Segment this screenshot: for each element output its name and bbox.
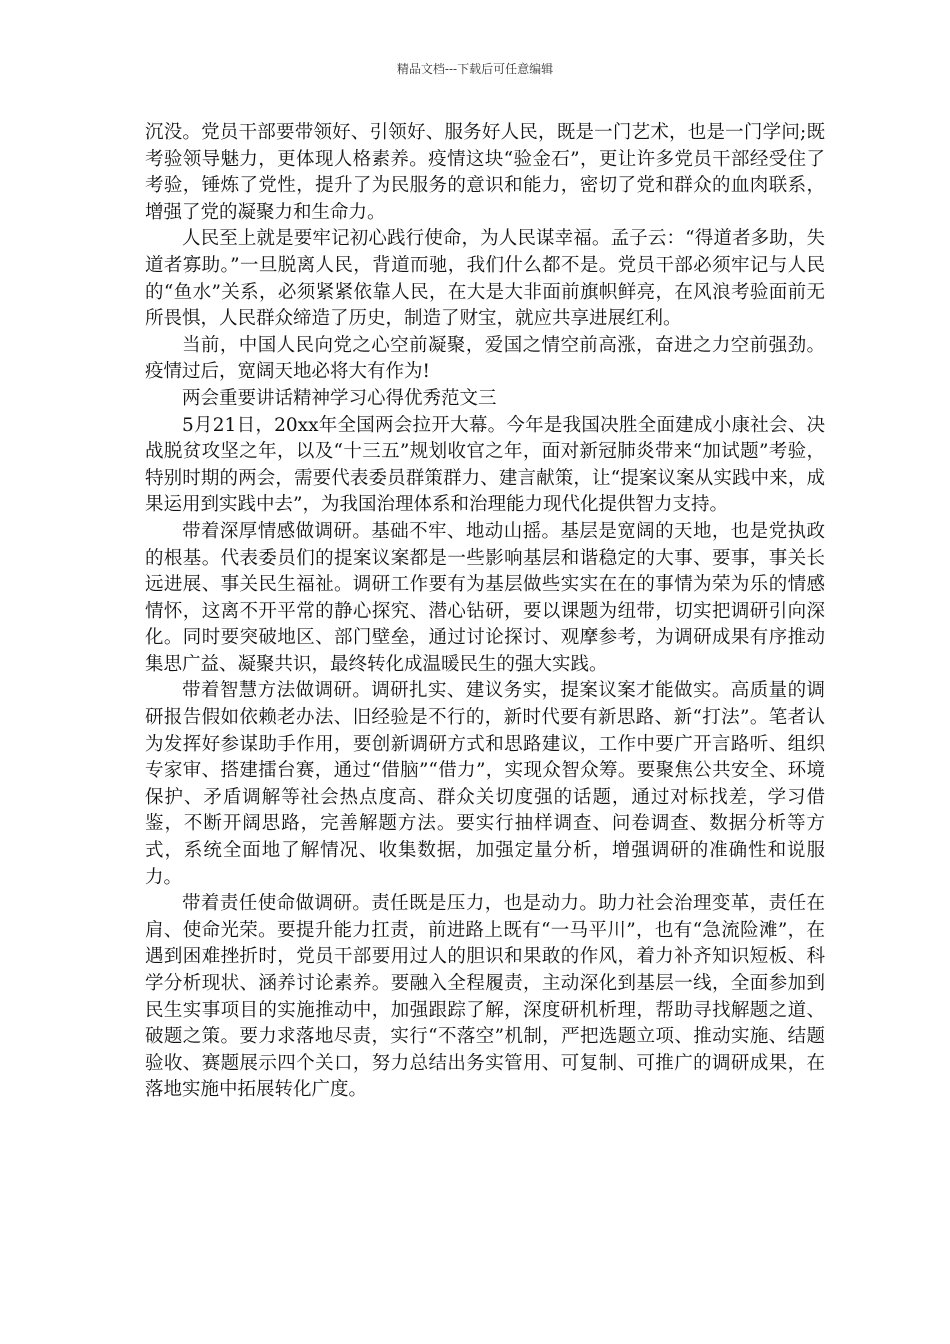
paragraph: 带着深厚情感做调研。基础不牢、地动山摇。基层是宽阔的天地，也是党执政的根基。代表委员们的提案议案都是一些影响基层和谐稳定的大事、要事，事关长远进展、事关民生福祉。调研工作要有为基层做些实实在在的事情为荣为乐的情感情怀，这离不开平常的静心探究、潜心钻研，要以课题为纽带，切实把调研引向深化。同时要突破地区、部门壁垒，通过讨论探讨、观摩参考，为调研成果有序推动集思广益、凝聚共识，最终转化成温暖民生的强大实践。 (145, 520, 825, 675)
section-heading: 两会重要讲话精神学习心得优秀范文三 (182, 387, 497, 409)
document-body (145, 120, 825, 1104)
paragraph: 沉没。党员干部要带领好、引领好、服务好人民，既是一门艺术，也是一门学问;既考验领导魅力，更体现人格素养。疫情这块“验金石”，更让许多党员干部经受住了考验，锤炼了党性，提升了为民服务的意识和能力，密切了党和群众的血肉联系，增强了党的凝聚力和生命力。 (145, 122, 825, 223)
page-header: 精品文档---下载后可任意编辑 (396, 62, 554, 76)
paragraph: 带着责任使命做调研。责任既是压力，也是动力。助力社会治理变革，责任在肩、使命光荣。要提升能力扛责，前进路上既有“一马平川”，也有“急流险滩”，在遇到困难挫折时，党员干部要用过人的胆识和果敢的作风，着力补齐知识短板、科学分析现状、涵养讨论素养。要融入全程履责，主动深化到基层一线，全面参加到民生实事项目的实施推动中，加强跟踪了解，深度研机析理，帮助寻找解题之道、破题之策。要力求落地尽责，实行“不落空”机制，严把选题立项、推动实施、结题验收、赛题展示四个关口，努力总结出务实管用、可复制、可推广的调研成果，在落地实施中拓展转化广度。 (145, 893, 825, 1101)
paragraph: 当前，中国人民向党之心空前凝聚，爱国之情空前高涨，奋进之力空前强劲。疫情过后，宽阔天地必将大有作为! (145, 334, 825, 383)
paragraph: 5月21日，20xx年全国两会拉开大幕。今年是我国决胜全面建成小康社会、决战脱贫攻坚之年，以及“十三五”规划收官之年，面对新冠肺炎带来“加试题”考验，特别时期的两会，需要代表委员群策群力、建言献策，让“提案议案从实践中来，成果运用到实践中去”，为我国治理体系和治理能力现代化提供智力支持。 (145, 414, 825, 516)
paragraph: 带着智慧方法做调研。调研扎实、建议务实，提案议案才能做实。高质量的调研报告假如依赖老办法、旧经验是不行的，新时代要有新思路、新“打法”。笔者认为发挥好参谋助手作用，要创新调研方式和思路建议，工作中要广开言路听、组织专家审、搭建擂台赛，通过“借脑”“借力”，实现众智众筹。要聚焦公共安全、环境保护、矛盾调解等社会热点度高、群众关切度强的话题，通过对标找差，学习借鉴，不断开阔思路，完善解题方法。要实行抽样调查、问卷调查、数据分析等方式，系统全面地了解情况、收集数据，加强定量分析，增强调研的准确性和说服力。 (145, 680, 825, 888)
paragraph: 人民至上就是要牢记初心践行使命，为人民谋幸福。孟子云：“得道者多助，失道者寡助。”一旦脱离人民，背道而驰，我们什么都不是。党员干部必须牢记与人民的“鱼水”关系，必须紧紧依靠人民，在大是大非面前旗帜鲜亮，在风浪考验面前无所畏惧，人民群众缔造了历史，制造了财宝，就应共享进展红利。 (145, 228, 825, 330)
